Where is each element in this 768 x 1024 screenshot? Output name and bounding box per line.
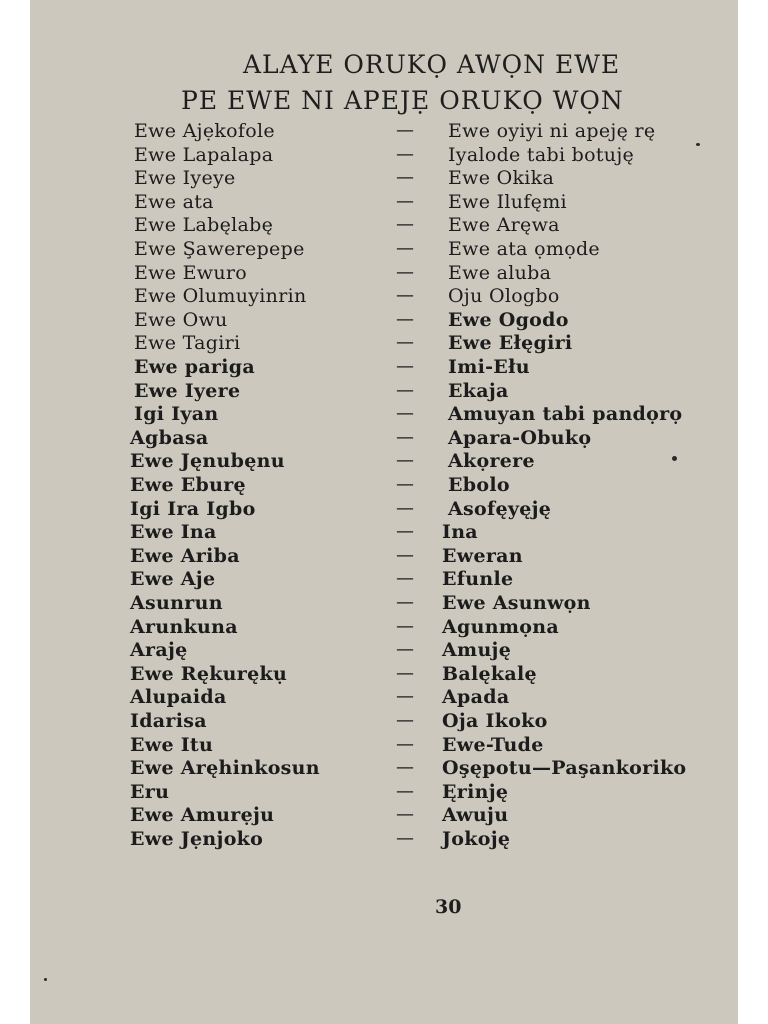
- plant-name: Ewe pariga: [134, 356, 255, 378]
- separator-dash: —: [396, 308, 414, 330]
- alternate-name: Ewe Ilufęmi: [448, 190, 567, 213]
- alternate-name: Iyalode tabi botuję: [448, 143, 635, 166]
- entry-row: [30, 380, 738, 404]
- alternate-name: Amuyan tabi pandọrọ: [448, 403, 683, 426]
- entry-row: [30, 120, 738, 144]
- plant-name: Araję: [130, 639, 188, 662]
- separator-dash: —: [396, 828, 414, 849]
- entry-row: [30, 332, 738, 356]
- separator-dash: —: [396, 143, 414, 165]
- separator-dash: —: [396, 615, 414, 637]
- entry-row: [30, 592, 738, 616]
- plant-name: Alupaida: [130, 686, 227, 709]
- plant-name: Ewe Lapalapa: [134, 143, 274, 166]
- plant-name: Arunkuna: [130, 615, 238, 638]
- entry-row: [30, 214, 738, 238]
- separator-dash: —: [396, 426, 414, 448]
- separator-dash: —: [396, 639, 414, 661]
- alternate-name: Balękalę: [442, 662, 537, 685]
- separator-dash: —: [396, 120, 414, 141]
- separator-dash: —: [396, 190, 414, 212]
- entry-row: [30, 167, 738, 191]
- alternate-name: Ekaja: [448, 379, 509, 402]
- plant-name: Eru: [130, 780, 170, 803]
- separator-dash: —: [396, 757, 414, 779]
- plant-name: Ewe Ariba: [130, 544, 240, 567]
- alternate-name: Asofęyęję: [448, 497, 552, 520]
- entry-row: [30, 403, 738, 427]
- plant-name: Ewe Jęnubęnu: [130, 450, 285, 473]
- separator-dash: —: [396, 521, 414, 543]
- plant-name: Ewe Olumuyinrin: [134, 285, 307, 308]
- ink-speck: [44, 978, 47, 981]
- plant-name: Ewe Iyeye: [134, 167, 236, 190]
- entry-row: [30, 781, 738, 805]
- plant-name: Ewe Rękurękụ: [130, 662, 288, 685]
- separator-dash: —: [396, 780, 414, 802]
- plant-name: Ewe Eburę: [130, 474, 246, 496]
- page-title: ALAYE ORUKỌ AWỌN EWE: [243, 50, 621, 79]
- entry-row: [30, 639, 738, 663]
- ink-speck: [696, 143, 700, 146]
- plant-name: Asunrun: [130, 592, 223, 614]
- plant-name: Igi Ira Igbo: [130, 497, 256, 520]
- entry-row: [30, 427, 738, 451]
- alternate-name: Ewe Okika: [448, 167, 555, 190]
- plant-name: Ewe Owu: [134, 308, 228, 331]
- alternate-name: Ewe Ełęgiri: [448, 332, 573, 355]
- alternate-name: Awuju: [442, 804, 509, 827]
- plant-name: Ewe Ajẹkofole: [134, 120, 275, 142]
- entry-row: [30, 568, 738, 592]
- alternate-name: Ina: [442, 521, 478, 544]
- entry-row: [30, 545, 738, 569]
- alternate-name: Apada: [442, 686, 510, 709]
- page-number: 30: [435, 896, 462, 918]
- separator-dash: —: [396, 238, 414, 259]
- alternate-name: Apara-Obukọ: [448, 426, 592, 449]
- separator-dash: —: [396, 379, 414, 401]
- entry-row: [30, 450, 738, 474]
- plant-name: Ewe Ewuro: [134, 261, 248, 284]
- separator-dash: —: [396, 733, 414, 755]
- entry-row: [30, 521, 738, 545]
- separator-dash: —: [396, 497, 414, 519]
- separator-dash: —: [396, 662, 414, 684]
- entry-row: [30, 285, 738, 309]
- separator-dash: —: [396, 450, 414, 472]
- plant-name: Ewe Şawerepepe: [134, 238, 305, 260]
- plant-name: Ewe Labęlabę: [134, 214, 274, 237]
- alternate-name: Ewe ata ọmọde: [448, 238, 600, 260]
- entry-row: [30, 262, 738, 286]
- alternate-name: Ewe Aręwa: [448, 214, 560, 237]
- alternate-name: Oju Ologbo: [448, 285, 560, 308]
- separator-dash: —: [396, 285, 414, 307]
- separator-dash: —: [396, 214, 414, 236]
- alternate-name: Amuję: [442, 639, 512, 662]
- alternate-name: Agunmọna: [442, 615, 559, 638]
- plant-name: Ewe Itu: [130, 733, 214, 756]
- plant-name: Ewe Tagiri: [134, 332, 241, 355]
- ink-speck: [672, 456, 677, 461]
- page-subtitle: PE EWE NI APEJẸ ORUKỌ WỌN: [181, 86, 624, 115]
- entry-row: [30, 356, 738, 380]
- plant-name: Agbasa: [130, 426, 209, 449]
- plant-name: Ewe Iyere: [134, 379, 241, 402]
- alternate-name: Eweran: [442, 544, 523, 567]
- entry-row: [30, 191, 738, 215]
- alternate-name: Efunle: [442, 568, 514, 591]
- separator-dash: —: [396, 356, 414, 377]
- entry-row: [30, 663, 738, 687]
- alternate-name: Imi-Ełu: [448, 356, 530, 378]
- book-page: [30, 0, 738, 1024]
- plant-name: Ewe Ina: [130, 521, 217, 544]
- plant-name: Ewe Amurẹju: [130, 804, 275, 827]
- separator-dash: —: [396, 592, 414, 613]
- entry-row: [30, 309, 738, 333]
- alternate-name: Ewe Asunwọn: [442, 592, 591, 614]
- entry-row: [30, 804, 738, 828]
- alternate-name: Jokoję: [442, 828, 511, 850]
- separator-dash: —: [396, 686, 414, 708]
- separator-dash: —: [396, 332, 414, 354]
- plant-name: Ewe Aje: [130, 568, 216, 591]
- entry-row: [30, 734, 738, 758]
- separator-dash: —: [396, 804, 414, 826]
- plant-name: Ewe Jẹnjoko: [130, 828, 264, 850]
- entry-row: [30, 710, 738, 734]
- entry-row: [30, 498, 738, 522]
- alternate-name: Oşępotu—Paşankoriko: [442, 757, 687, 780]
- separator-dash: —: [396, 167, 414, 189]
- separator-dash: —: [396, 403, 414, 425]
- entry-row: [30, 686, 738, 710]
- alternate-name: Oja Ikoko: [442, 710, 548, 732]
- alternate-name: Ewe oyiyi ni apeję rę: [448, 120, 656, 142]
- separator-dash: —: [396, 261, 414, 283]
- alternate-name: Ewe Ogodo: [448, 308, 569, 331]
- alternate-name: Ewe aluba: [448, 261, 552, 284]
- plant-name: Ewe ata: [134, 190, 214, 213]
- entry-row: [30, 474, 738, 498]
- alternate-name: Ewe-Tude: [442, 733, 544, 756]
- entry-row: [30, 238, 738, 262]
- separator-dash: —: [396, 544, 414, 566]
- plant-name: Igi Iyan: [134, 403, 219, 426]
- separator-dash: —: [396, 568, 414, 590]
- plant-name: Idarisa: [130, 710, 207, 732]
- entry-row: [30, 828, 738, 852]
- entry-row: [30, 757, 738, 781]
- entry-row: [30, 144, 738, 168]
- separator-dash: —: [396, 474, 414, 495]
- alternate-name: Akọrere: [448, 450, 535, 473]
- separator-dash: —: [396, 710, 414, 731]
- alternate-name: Ebolo: [448, 474, 510, 496]
- plant-name: Ewe Aręhinkosun: [130, 757, 320, 780]
- alternate-name: Ęrinję: [442, 780, 509, 803]
- entry-row: [30, 616, 738, 640]
